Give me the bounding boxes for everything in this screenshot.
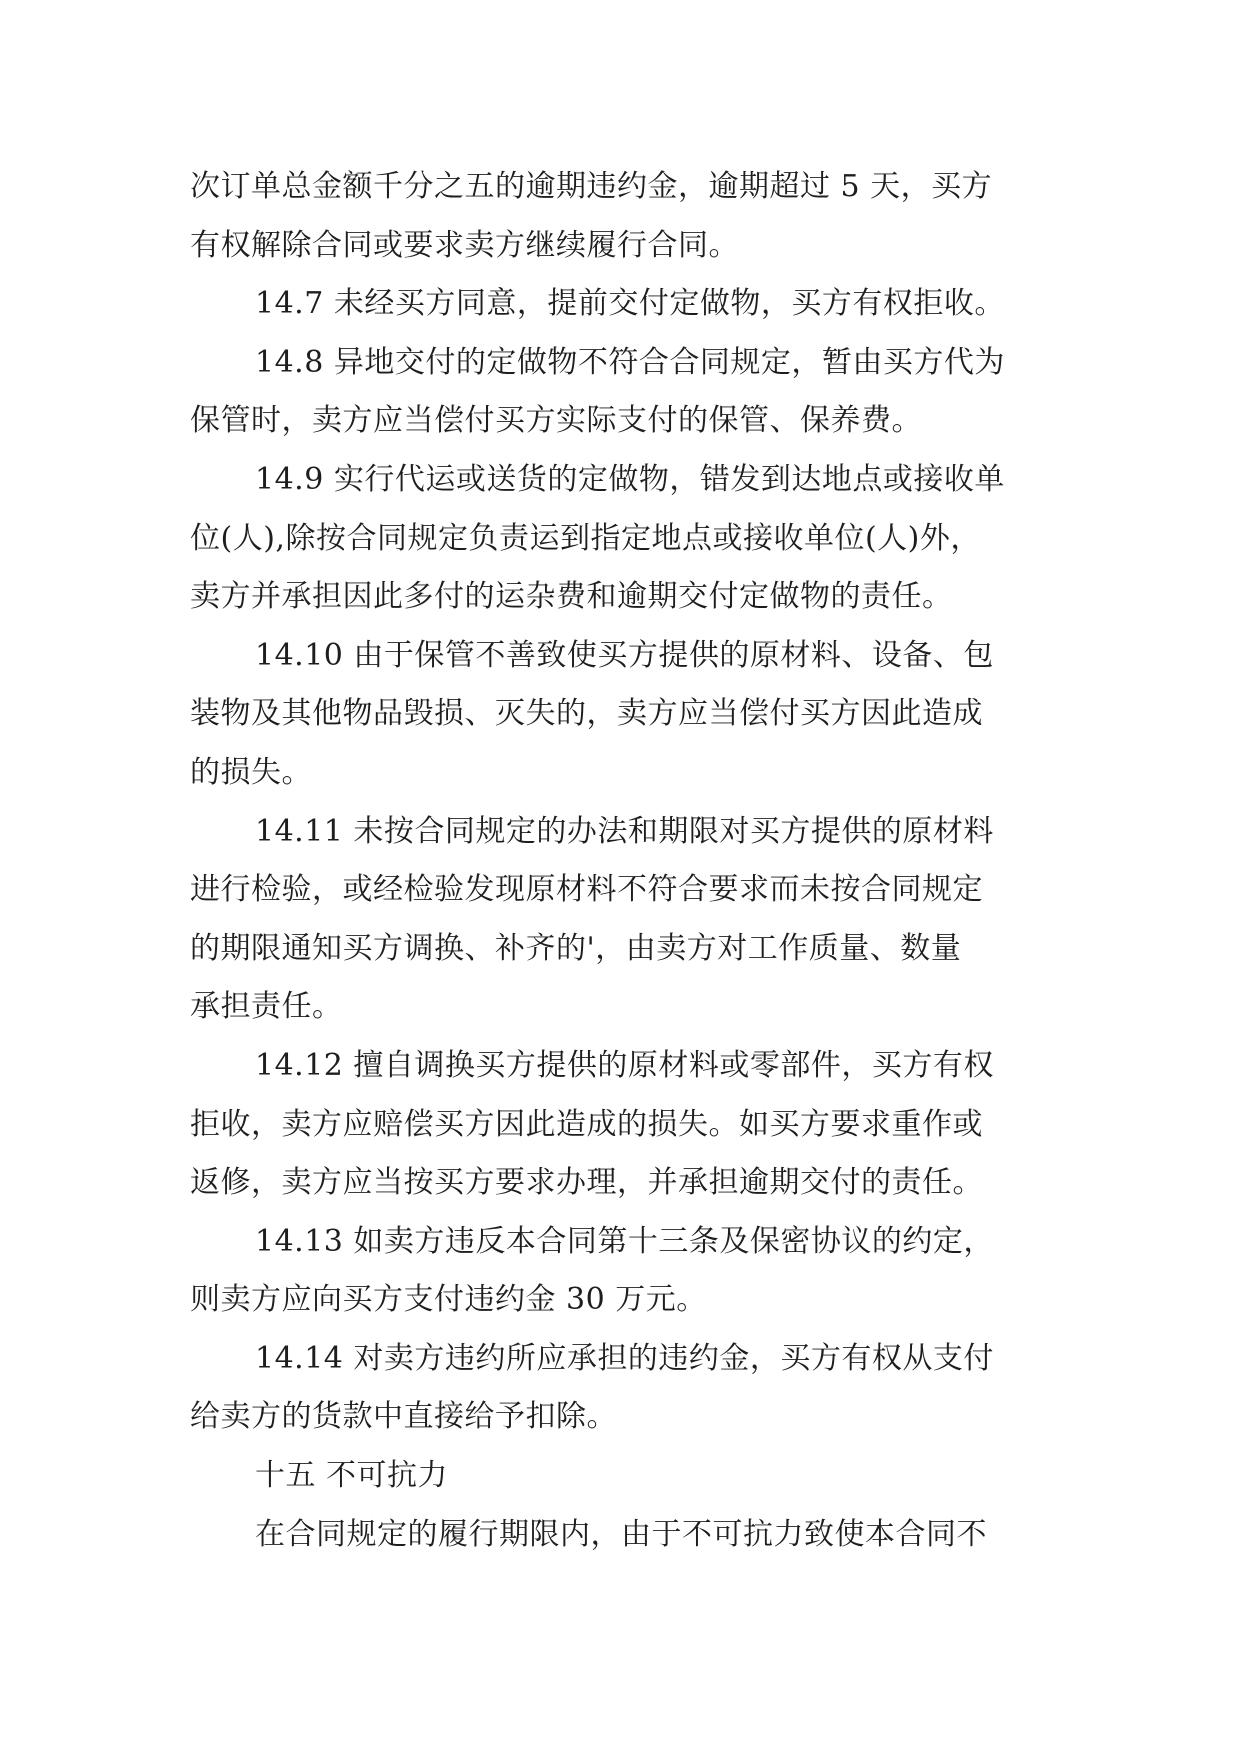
text-line: 位(人),除按合同规定负责运到指定地点或接收单位(人)外， — [190, 520, 981, 556]
text-line: 给卖方的货款中直接给予扣除。 — [190, 1399, 617, 1435]
clause-14-12-line: 14.12 擅自调换买方提供的原材料或零部件，买方有权 — [255, 1047, 994, 1083]
text-line: 拒收，卖方应赔偿买方因此造成的损失。如买方要求重作或 — [190, 1106, 983, 1142]
text-line: 返修，卖方应当按买方要求办理，并承担逾期交付的责任。 — [190, 1165, 983, 1201]
text-line: 承担责任。 — [190, 989, 343, 1025]
clause-14-9-line: 14.9 实行代运或送货的定做物，错发到达地点或接收单 — [255, 461, 1005, 497]
clause-14-8-line: 14.8 异地交付的定做物不符合合同规定，暂由买方代为 — [255, 344, 1005, 380]
section-heading-force-majeure: 十五 不可抗力 — [255, 1458, 449, 1494]
contract-body-text — [190, 158, 1050, 1564]
text-line: 的损失。 — [190, 754, 312, 790]
text-line: 有权解除合同或要求卖方继续履行合同。 — [190, 227, 739, 263]
text-line: 装物及其他物品毁损、灭失的，卖方应当偿付买方因此造成 — [190, 696, 983, 732]
text-line: 的期限通知买方调换、补齐的'，由卖方对工作质量、数量 — [190, 930, 962, 966]
text-line: 进行检验，或经检验发现原材料不符合要求而未按合同规定 — [190, 872, 983, 908]
text-line: 则卖方应向买方支付违约金 30 万元。 — [190, 1282, 707, 1318]
text-line: 在合同规定的履行期限内，由于不可抗力致使本合同不 — [255, 1516, 987, 1552]
clause-14-14-line: 14.14 对卖方违约所应承担的违约金，买方有权从支付 — [255, 1340, 994, 1376]
text-line: 保管时，卖方应当偿付买方实际支付的保管、保养费。 — [190, 403, 922, 439]
clause-14-7-line: 14.7 未经买方同意，提前交付定做物，买方有权拒收。 — [255, 286, 1005, 322]
clause-14-13-line: 14.13 如卖方违反本合同第十三条及保密协议的约定， — [255, 1223, 994, 1259]
clause-14-10-line: 14.10 由于保管不善致使买方提供的原材料、设备、包 — [255, 637, 994, 673]
text-line: 次订单总金额千分之五的逾期违约金，逾期超过 5 天，买方 — [190, 169, 993, 204]
text-line: 卖方并承担因此多付的运杂费和逾期交付定做物的责任。 — [190, 579, 953, 615]
clause-14-11-line: 14.11 未按合同规定的办法和期限对买方提供的原材料 — [255, 813, 994, 849]
